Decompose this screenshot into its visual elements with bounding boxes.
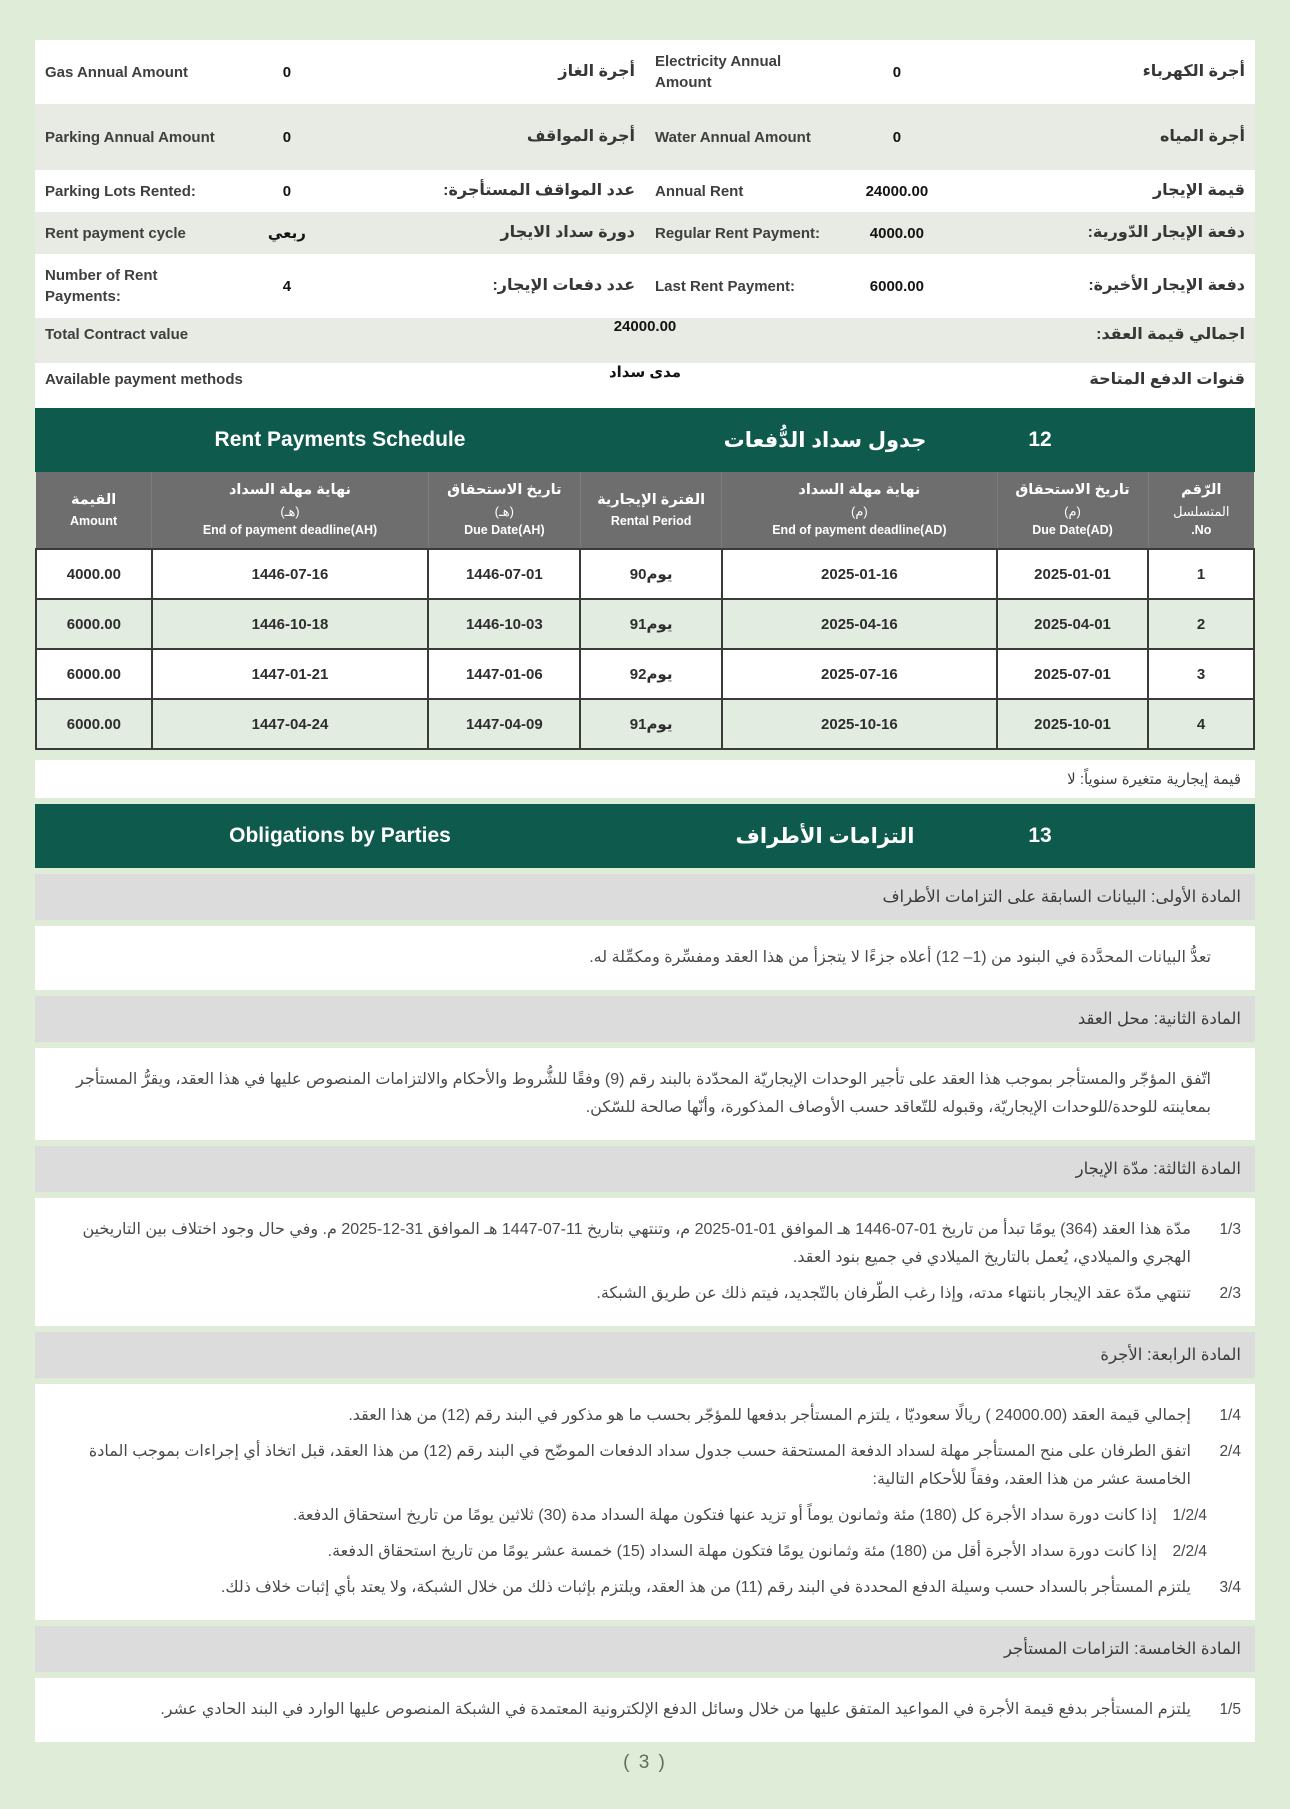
article-item-number: 1/4 bbox=[1219, 1407, 1241, 1424]
schedule-cell: 1446-10-18 bbox=[152, 599, 428, 649]
schedule-cell: 1447-01-21 bbox=[152, 649, 428, 699]
info-label-en: Total Contract value bbox=[45, 326, 189, 343]
article-item bbox=[49, 1280, 1241, 1308]
info-label-ar: اجمالي قيمة العقد: bbox=[1096, 326, 1245, 343]
schedule-cell: 2025-10-01 bbox=[997, 699, 1148, 749]
section-13-title-ar: التزامات الأطراف bbox=[735, 824, 915, 848]
schedule-header-mid: (هـ) bbox=[494, 503, 514, 519]
info-value: 0 bbox=[282, 128, 292, 146]
schedule-cell: 1446-07-01 bbox=[428, 549, 580, 599]
info-label-en: Available payment methods bbox=[45, 371, 243, 388]
info-label-en: Regular Rent Payment: bbox=[655, 224, 821, 242]
section-13-header bbox=[35, 804, 1255, 868]
article-body bbox=[35, 926, 1255, 990]
article-item-text: تعدُّ البيانات المحدَّدة في البنود من (1– 12) أعلاه جزءًا لا يتجزأ من هذا العقد ومفسِّرة ومكمِّلة له. bbox=[589, 949, 1211, 966]
schedule-cell: 2025-01-16 bbox=[722, 549, 997, 599]
schedule-cell: 1 bbox=[1148, 549, 1254, 599]
info-label-en: Number of Rent Payments: bbox=[45, 267, 158, 305]
section-12-title-en: Rent Payments Schedule bbox=[214, 428, 466, 451]
article-item-number: 2/2/4 bbox=[1172, 1543, 1207, 1560]
info-label-en: Gas Annual Amount bbox=[45, 63, 189, 81]
schedule-header-ar: الرّقم bbox=[1181, 482, 1222, 498]
page-number: ( 3 ) bbox=[623, 1752, 667, 1773]
info-row-left bbox=[35, 40, 645, 104]
schedule-cell: 2 bbox=[1148, 599, 1254, 649]
info-row-right bbox=[645, 212, 1255, 254]
info-row bbox=[35, 170, 1255, 212]
section-12-header bbox=[35, 408, 1255, 472]
table-row bbox=[36, 699, 1254, 749]
contract-info-table bbox=[35, 40, 1255, 318]
schedule-header-cell bbox=[1148, 472, 1254, 549]
schedule-body bbox=[36, 549, 1254, 749]
article-item-text: إذا كانت دورة سداد الأجرة أقل من (180) مئة وثمانون يومًا فتكون مهلة السداد (15) خمسة عشر يومًا من تاريخ استحقاق الدفعة. bbox=[327, 1543, 1157, 1560]
info-label-ar: أجرة الكهرباء bbox=[1142, 62, 1245, 80]
schedule-cell: 1447-04-24 bbox=[152, 699, 428, 749]
schedule-cell: 1446-07-16 bbox=[152, 549, 428, 599]
article-item-number: 2/3 bbox=[1219, 1285, 1241, 1302]
schedule-header-cell bbox=[580, 472, 721, 549]
info-label-ar: أجرة الغاز bbox=[558, 62, 635, 80]
schedule-header-mid: (م) bbox=[1064, 503, 1081, 519]
article-heading: المادة الثانية: محل العقد bbox=[35, 996, 1255, 1042]
article-item bbox=[49, 1502, 1241, 1530]
schedule-cell: 2025-01-01 bbox=[997, 549, 1148, 599]
info-value: مدى سداد bbox=[608, 364, 682, 381]
info-row bbox=[35, 363, 1255, 408]
schedule-header-ar: تاريخ الاستحقاق bbox=[447, 482, 562, 498]
schedule-cell: 4 bbox=[1148, 699, 1254, 749]
schedule-cell: 1446-10-03 bbox=[428, 599, 580, 649]
info-row-right bbox=[645, 104, 1255, 170]
table-row bbox=[36, 599, 1254, 649]
article-item-text: إذا كانت دورة سداد الأجرة كل (180) مئة وثمانون يوماً أو تزيد عنها فتكون مهلة السداد مدة (30) ثلاثين يومًا من تاريخ استحقاق الدفعة. bbox=[292, 1507, 1157, 1524]
article-item-number: 1/2/4 bbox=[1172, 1507, 1207, 1524]
info-row-right bbox=[645, 170, 1255, 212]
article-body bbox=[35, 1198, 1255, 1326]
schedule-header-ar: نهاية مهلة السداد bbox=[798, 482, 921, 498]
info-value: 0 bbox=[282, 63, 292, 81]
section-12-header-right bbox=[645, 408, 1255, 472]
schedule-cell: 2025-07-16 bbox=[722, 649, 997, 699]
schedule-header-cell bbox=[36, 472, 152, 549]
article-body bbox=[35, 1384, 1255, 1620]
article-heading: المادة الخامسة: التزامات المستأجر bbox=[35, 1626, 1255, 1672]
schedule-header-ar: القيمة bbox=[70, 491, 117, 508]
table-row bbox=[36, 549, 1254, 599]
info-label-ar: دورة سداد الايجار bbox=[500, 223, 635, 241]
schedule-header-row bbox=[36, 472, 1254, 549]
schedule-cell: 6000.00 bbox=[36, 599, 152, 649]
info-label-ar: دفعة الإيجار الدّورية: bbox=[1087, 223, 1245, 241]
schedule-cell: 91يوم bbox=[580, 599, 721, 649]
schedule-header-en: Amount bbox=[70, 513, 118, 528]
schedule-header-cell bbox=[428, 472, 580, 549]
schedule-header-mid: المتسلسل bbox=[1173, 503, 1230, 519]
schedule-cell: 1447-04-09 bbox=[428, 699, 580, 749]
info-value: 0 bbox=[282, 182, 292, 200]
section-13-number: 13 bbox=[1028, 824, 1052, 847]
article-item bbox=[49, 1538, 1241, 1566]
schedule-header-ar: تاريخ الاستحقاق bbox=[1015, 482, 1130, 498]
contract-page bbox=[35, 40, 1255, 1742]
article-item bbox=[49, 1696, 1241, 1724]
schedule-cell: 2025-04-16 bbox=[722, 599, 997, 649]
info-label-en: Water Annual Amount bbox=[655, 128, 811, 146]
info-row-left bbox=[35, 254, 645, 318]
info-value: 4 bbox=[282, 277, 292, 295]
schedule-cell: 3 bbox=[1148, 649, 1254, 699]
schedule-cell: 90يوم bbox=[580, 549, 721, 599]
info-label-ar: قنوات الدفع المتاحة bbox=[1089, 371, 1245, 388]
info-label-en: Parking Lots Rented: bbox=[45, 182, 196, 200]
schedule-header-ar: الفترة الإيجارية bbox=[597, 491, 706, 508]
info-label-ar: عدد المواقف المستأجرة: bbox=[443, 181, 635, 199]
article-item bbox=[49, 1402, 1241, 1430]
schedule-cell: 92يوم bbox=[580, 649, 721, 699]
article-item-number: 3/4 bbox=[1219, 1579, 1241, 1596]
schedule-cell: 6000.00 bbox=[36, 649, 152, 699]
schedule-cell: 2025-10-16 bbox=[722, 699, 997, 749]
info-row-left bbox=[35, 170, 645, 212]
info-value: 0 bbox=[892, 128, 902, 146]
schedule-header-en: Rental Period bbox=[610, 513, 692, 528]
article-item-text: اتفق الطرفان على منح المستأجر مهلة لسداد الدفعة المستحقة حسب جدول سداد الدفعات الموضّح في البند رقم (12) من هذا العقد، قبل اتخاذ أي إجراءات بموجب المادة الخامسة عشر من هذا العقد، وفقاً للأحكام التالية: bbox=[88, 1443, 1191, 1488]
info-value: 6000.00 bbox=[869, 277, 924, 295]
obligations-articles bbox=[35, 874, 1255, 1742]
info-row bbox=[35, 40, 1255, 104]
schedule-header-en: Due Date(AH) bbox=[464, 523, 545, 538]
contract-info-table-full-rows bbox=[35, 318, 1255, 408]
info-row-left bbox=[35, 212, 645, 254]
info-value: 24000.00 bbox=[865, 182, 929, 200]
schedule-cell: 1447-01-06 bbox=[428, 649, 580, 699]
schedule-header-cell bbox=[152, 472, 428, 549]
schedule-cell: 4000.00 bbox=[36, 549, 152, 599]
schedule-header-cell bbox=[997, 472, 1148, 549]
info-label-ar: قيمة الإيجار bbox=[1152, 181, 1245, 199]
schedule-header-en: End of payment deadline(AH) bbox=[202, 523, 378, 538]
section-12-number: 12 bbox=[1028, 428, 1052, 451]
info-label-ar: عدد دفعات الإيجار: bbox=[492, 276, 635, 294]
section-13-title-en: Obligations by Parties bbox=[229, 824, 451, 847]
article-heading: المادة الرابعة: الأجرة bbox=[35, 1332, 1255, 1378]
article-item bbox=[49, 1066, 1241, 1122]
info-value: 0 bbox=[892, 63, 902, 81]
schedule-header-en: Due Date(AD) bbox=[1032, 523, 1113, 538]
info-value: 4000.00 bbox=[869, 224, 924, 242]
article-item-text: اتّفق المؤجّر والمستأجر بموجب هذا العقد على تأجير الوحدات الإيجاريّة المحدّدة بالبند رقم (9) وفقًا للشُّروط والأحكام والالتزامات المنصوص عليها في هذا العقد، ويقرُّ المستأجر بمعاينته للوحدة/للوحدات الإيجاريّة، وقبوله للتّعاقد حسب الأوصاف المذكورة، وأنّها صالحة للسّكن. bbox=[76, 1071, 1211, 1116]
article-heading: المادة الأولى: البيانات السابقة على التزامات الأطراف bbox=[35, 874, 1255, 920]
rent-payments-table bbox=[35, 472, 1255, 750]
article-item bbox=[49, 1438, 1241, 1494]
info-label-en: Rent payment cycle bbox=[45, 224, 186, 242]
article-item-text: يلتزم المستأجر بدفع قيمة الأجرة في المواعيد المتفق عليها من خلال وسائل الدفع الإلكترونية المعتمدة في الشبكة المنصوص عليها الوارد في البند الحادي عشر. bbox=[160, 1701, 1191, 1718]
schedule-header-en: End of payment deadline(AD) bbox=[772, 523, 947, 538]
schedule-cell: 91يوم bbox=[580, 699, 721, 749]
info-row-right bbox=[645, 254, 1255, 318]
article-item-number: 1/3 bbox=[1219, 1221, 1241, 1238]
schedule-header-cell bbox=[722, 472, 997, 549]
info-row bbox=[35, 318, 1255, 363]
info-row bbox=[35, 212, 1255, 254]
schedule-header-mid: (هـ) bbox=[280, 503, 300, 519]
article-item-text: إجمالي قيمة العقد (24000.00 ) ريالًا سعوديّا ، يلتزم المستأجر بدفعها للمؤجّر بحسب ما هو مذكور في البند رقم (12) من هذا العقد. bbox=[348, 1407, 1191, 1424]
article-item bbox=[49, 1216, 1241, 1272]
info-row-right bbox=[645, 40, 1255, 104]
info-label-en: Electricity Annual Amount bbox=[655, 53, 782, 91]
info-label-en: Parking Annual Amount bbox=[45, 128, 215, 146]
schedule-header-mid: (م) bbox=[851, 503, 868, 519]
info-row bbox=[35, 254, 1255, 318]
info-label-en: Last Rent Payment: bbox=[655, 277, 796, 295]
info-label-ar: أجرة المياه bbox=[1159, 127, 1245, 145]
schedule-cell: 2025-07-01 bbox=[997, 649, 1148, 699]
schedule-cell: 6000.00 bbox=[36, 699, 152, 749]
article-item-text: مدّة هذا العقد (364) يومًا تبدأ من تاريخ 01-07-1446 هـ الموافق 01-01-2025 م، وتنتهي بتاريخ 11-07-1447 هـ الموافق 31-12-2025 م. وفي حال وجود اختلاف بين التاريخين الهجري والميلادي، يُعمل بالتاريخ الميلادي في جميع بنود العقد. bbox=[82, 1221, 1191, 1266]
schedule-header-ar: نهاية مهلة السداد bbox=[228, 482, 351, 498]
article-item-number: 1/5 bbox=[1219, 1701, 1241, 1718]
schedule-head bbox=[36, 472, 1254, 549]
info-label-en: Annual Rent bbox=[655, 182, 744, 200]
article-item bbox=[49, 944, 1241, 972]
article-item-text: يلتزم المستأجر بالسداد حسب وسيلة الدفع المحددة في البند رقم (11) من هذ العقد، ويلتزم بإثبات ذلك من خلال الشبكة، ولا يعتد بأي إثبات خلاف ذلك. bbox=[220, 1579, 1191, 1596]
article-heading: المادة الثالثة: مدّة الإيجار bbox=[35, 1146, 1255, 1192]
table-row bbox=[36, 649, 1254, 699]
section-12-title-ar: جدول سداد الدُّفعات bbox=[723, 428, 927, 452]
article-item-number: 2/4 bbox=[1219, 1443, 1241, 1460]
info-row bbox=[35, 104, 1255, 170]
info-value: 24000.00 bbox=[613, 318, 677, 335]
info-value: ربعي bbox=[267, 225, 306, 242]
article-item bbox=[49, 1574, 1241, 1602]
article-item-text: تنتهي مدّة عقد الإيجار بانتهاء مدته، وإذا رغب الطّرفان بالتّجديد، فيتم ذلك عن طريق الشبكة. bbox=[596, 1285, 1191, 1302]
section-13-header-right bbox=[645, 804, 1255, 868]
info-label-ar: أجرة المواقف bbox=[526, 127, 635, 145]
article-body bbox=[35, 1678, 1255, 1742]
info-label-ar: دفعة الإيجار الأخيرة: bbox=[1088, 276, 1245, 294]
schedule-cell: 2025-04-01 bbox=[997, 599, 1148, 649]
schedule-header-en: .No bbox=[1191, 523, 1212, 538]
variable-rent-note: قيمة إيجارية متغيرة سنوياً: لا bbox=[35, 760, 1255, 798]
info-row-left bbox=[35, 104, 645, 170]
article-body bbox=[35, 1048, 1255, 1140]
